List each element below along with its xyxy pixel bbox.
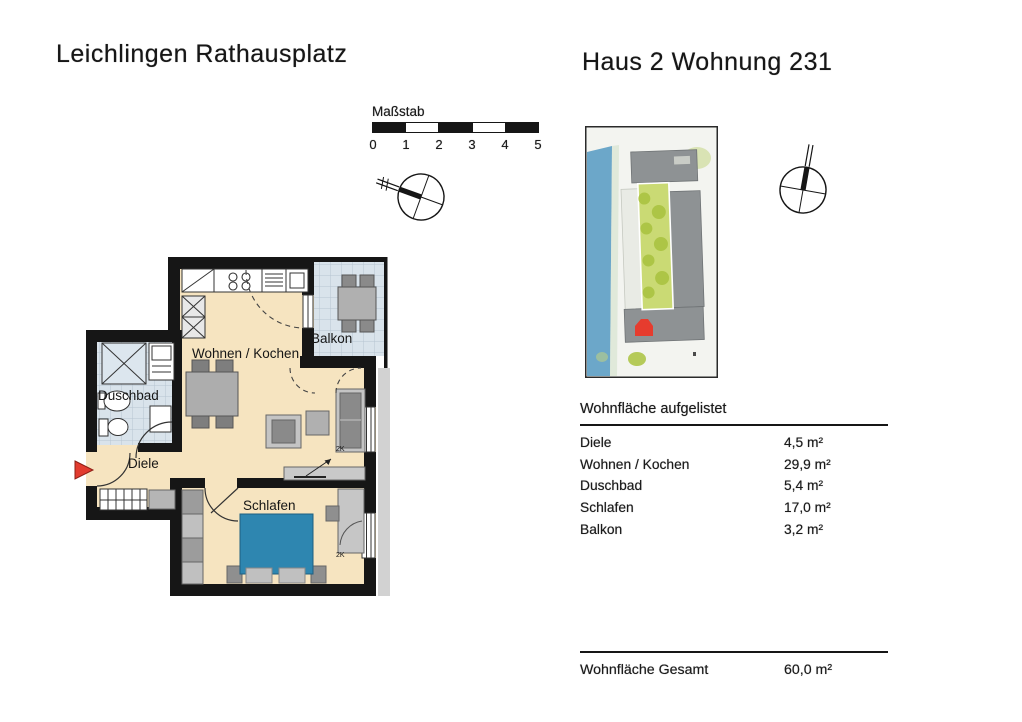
kitchen-tall-cabinets bbox=[182, 296, 205, 338]
room-name: Diele bbox=[580, 435, 612, 451]
room-label-balkon: Balkon bbox=[311, 331, 353, 346]
bedroom-wardrobe bbox=[182, 490, 203, 584]
kitchen-counter bbox=[182, 269, 308, 292]
scale-bar-label: Maßstab bbox=[372, 104, 425, 119]
site-bush bbox=[596, 352, 608, 362]
site-water-strip bbox=[587, 146, 612, 376]
coffee-table bbox=[306, 411, 329, 435]
room-name: Schlafen bbox=[580, 500, 634, 516]
shower bbox=[102, 343, 146, 384]
room-label-schlafen: Schlafen bbox=[243, 498, 296, 513]
table-row bbox=[580, 475, 888, 497]
page-title-right: Haus 2 Wohnung 231 bbox=[582, 48, 833, 76]
page-title-left: Leichlingen Rathausplatz bbox=[56, 40, 348, 68]
table-rule bbox=[580, 651, 888, 653]
table-row bbox=[580, 497, 888, 519]
outside-area bbox=[70, 245, 168, 330]
site-bush bbox=[628, 352, 646, 366]
scale-tick: 2 bbox=[435, 137, 443, 152]
furniture-code: 2K bbox=[336, 552, 345, 559]
north-arrow-icon bbox=[760, 138, 850, 238]
bed bbox=[227, 514, 326, 583]
furniture-code: 2K bbox=[336, 446, 345, 453]
total-row bbox=[580, 662, 888, 678]
scale-segment bbox=[472, 123, 506, 132]
scale-tick: 5 bbox=[534, 137, 542, 152]
room-area: 4,5 m² bbox=[784, 435, 824, 451]
room-label-wohnen-kochen: Wohnen / Kochen bbox=[192, 346, 300, 361]
washer bbox=[150, 406, 171, 432]
outside-area bbox=[70, 520, 170, 610]
scale-segment bbox=[405, 123, 439, 132]
scale-bar bbox=[372, 122, 539, 133]
room-area: 29,9 m² bbox=[784, 456, 831, 472]
sofa bbox=[336, 389, 365, 452]
scale-segment bbox=[506, 123, 538, 132]
floor-plan bbox=[70, 245, 405, 610]
exterior-sill bbox=[378, 368, 390, 596]
scale-segment bbox=[373, 123, 405, 132]
table-row bbox=[580, 518, 888, 540]
total-label: Wohnfläche Gesamt bbox=[580, 662, 709, 678]
site-plan bbox=[585, 126, 718, 378]
room-area: 17,0 m² bbox=[784, 500, 831, 516]
room-area: 5,4 m² bbox=[784, 478, 824, 494]
room-label-diele: Diele bbox=[128, 456, 159, 471]
table-rule bbox=[580, 424, 888, 426]
hall-wardrobe bbox=[100, 489, 175, 510]
toilet bbox=[99, 419, 128, 437]
table-row bbox=[580, 432, 888, 454]
total-value: 60,0 m² bbox=[784, 662, 833, 678]
bath-cabinet bbox=[149, 343, 174, 380]
scale-tick: 4 bbox=[501, 137, 509, 152]
scale-tick: 0 bbox=[369, 137, 377, 152]
armchair bbox=[266, 415, 301, 448]
site-dot bbox=[693, 352, 696, 356]
scale-segment bbox=[439, 123, 471, 132]
area-table bbox=[580, 401, 888, 540]
area-total bbox=[580, 651, 888, 678]
site-buildings bbox=[619, 150, 706, 343]
table-row bbox=[580, 454, 888, 476]
room-label-duschbad: Duschbad bbox=[98, 388, 159, 403]
north-arrow-icon bbox=[355, 150, 485, 245]
area-table-header: Wohnfläche aufgelistet bbox=[580, 401, 727, 417]
scale-tick: 1 bbox=[402, 137, 410, 152]
scale-tick: 3 bbox=[468, 137, 476, 152]
room-name: Wohnen / Kochen bbox=[580, 456, 690, 472]
room-area: 3,2 m² bbox=[784, 521, 824, 537]
room-name: Balkon bbox=[580, 521, 623, 537]
room-name: Duschbad bbox=[580, 478, 643, 494]
